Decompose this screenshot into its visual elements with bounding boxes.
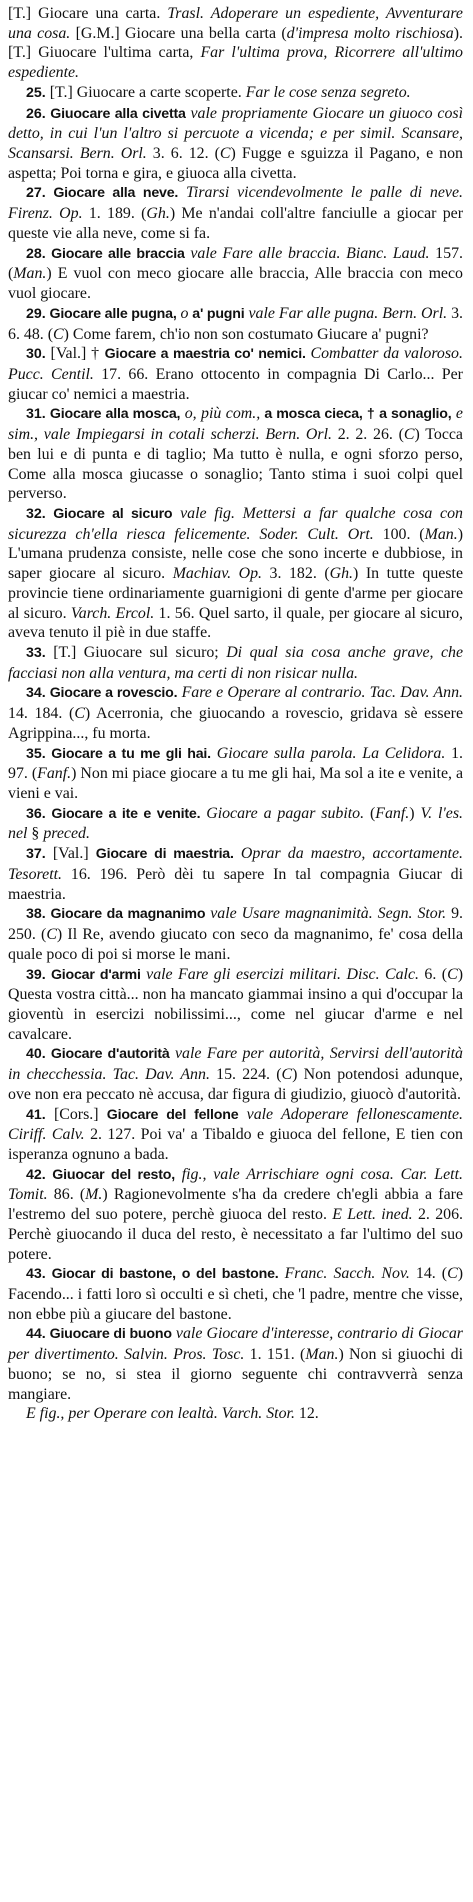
headword: Giocar d'armi: [45, 966, 141, 983]
body-text: [G.M.] Giocare una bella carta (: [70, 24, 287, 42]
entry-number: 35.: [26, 745, 46, 762]
headword: a' pugni: [188, 305, 245, 322]
entry-number: 43.: [26, 1266, 46, 1283]
body-text: 3. 6. 48. (: [8, 304, 464, 343]
headword: Giocare alle pugna,: [45, 305, 177, 322]
italic-text: vale Far alle pugna. Bern. Orl.: [244, 304, 448, 322]
entry-number: 33.: [26, 645, 46, 661]
italic-text: vale Adoperare fellonescamente. Ciriff. Calv.: [8, 1105, 463, 1144]
body-text: [Val.] †: [45, 345, 105, 363]
italic-text: C: [74, 705, 85, 723]
italic-text: Fare e Operare al contrario. Tac. Dav. Ann.: [177, 684, 463, 702]
italic-text: Franc. Sacch. Nov.: [278, 1265, 410, 1283]
entry-number: 40.: [26, 1046, 46, 1063]
italic-text: e sim., vale Impiegarsi in cotali scherzi. Bern. Orl.: [8, 405, 463, 444]
italic-text: C: [53, 325, 64, 343]
body-text: ) Facendo... i fatti loro sì occulti e sì cheti, che 'l padre, mentre che visse, non ebbe più a giucare del bastone.: [8, 1265, 463, 1323]
headword: Giocare da magnanimo: [45, 906, 206, 923]
italic-text: o: [176, 304, 189, 322]
entry-number: 26.: [26, 105, 46, 122]
headword: Giocare alla neve.: [45, 185, 179, 202]
italic-text: Man.: [424, 525, 458, 543]
headword: Giocare d'autorità: [45, 1046, 170, 1063]
italic-text: C: [447, 965, 458, 983]
headword: Giuocare alla civetta: [45, 105, 186, 122]
italic-text: Giocare sulla parola. La Celidora.: [210, 744, 446, 762]
body-text: 9. 250. (: [8, 905, 464, 944]
body-text: [T.] Giocare una carta.: [8, 5, 168, 22]
italic-text: vale Usare magnanimità. Segn. Stor.: [205, 905, 447, 923]
italic-text: E fig., per Operare con lealtà. Varch. Stor.: [26, 1405, 295, 1423]
italic-text: o, più com.,: [180, 405, 261, 423]
entry-number: 32.: [26, 505, 46, 522]
dictionary-entry: [8, 304, 463, 344]
body-text: ). [T.] Giuocare l'ultima carta,: [8, 24, 463, 62]
entry-number: 31.: [26, 406, 46, 423]
dictionary-entry: [8, 683, 463, 743]
italic-text: Man.: [305, 1346, 339, 1364]
dictionary-entry: [8, 1404, 463, 1424]
dictionary-entry: [8, 183, 463, 243]
italic-text: vale propriamente Giocare un giuoco così detto, in cui l'un l'altro si percuote a vicenda; e per simil. Scansare, Scansarsi. Bern. Orl.: [8, 104, 464, 163]
dictionary-entry: [8, 83, 463, 104]
italic-text: E Lett. ined.: [332, 1206, 413, 1224]
dictionary-entry: [8, 344, 463, 404]
italic-text: Far l'ultima prova, Ricorrere all'ultimo espediente.: [8, 44, 463, 82]
body-text: [Val.]: [45, 845, 96, 863]
italic-text: vale Fare per autorità, Servirsi dell'autorità in checchessia. Tac. Dav. Ann.: [8, 1045, 463, 1084]
italic-text: C: [219, 145, 231, 163]
body-text: [Cors.]: [45, 1105, 107, 1123]
dictionary-entry: [8, 1044, 463, 1104]
headword: Giocare a maestria co' nemici.: [104, 346, 306, 363]
entry-number: 38.: [26, 906, 46, 923]
entry-number: 30.: [26, 346, 46, 363]
body-text: ) Il Re, avendo giucato con seco da magnanimo, fe' cosa della quale poco di poi si morse le mani.: [8, 926, 463, 963]
body-text: §: [27, 825, 44, 843]
italic-text: C: [281, 1066, 293, 1084]
headword: Giocare a rovescio.: [45, 685, 178, 702]
body-text: 17. 66. Erano ottocento in compagnia Di Carlo... Per giucar co' nemici a maestria.: [8, 365, 463, 403]
dictionary-entry: [8, 904, 463, 964]
italic-text: C: [403, 426, 415, 444]
headword: Giocare a ite e venite.: [45, 805, 201, 822]
body-text: ) Me n'andai coll'altre fanciulle a giocar per queste vie alla neve, come si fa.: [8, 205, 463, 242]
italic-text: Gh.: [329, 565, 354, 583]
body-text: [T.] Giuocare a carte scoperte.: [45, 83, 246, 101]
body-text: 1. 56. Quel sarto, il quale, per giocare al sicuro, aveva tenuto il piè in due staffe.: [8, 604, 463, 642]
body-text: [T.] Giuocare sul sicuro;: [45, 644, 227, 661]
body-text: ) L'umana prudenza consiste, nelle cose che sono incerte e dubbiose, in saper giocare al sicuro.: [8, 525, 464, 583]
body-text: 86. (: [47, 1186, 86, 1204]
dictionary-entry: [8, 244, 463, 304]
entry-number: 28.: [26, 245, 46, 262]
body-text: 15. 224. (: [209, 1066, 282, 1084]
italic-text: Combatter da valoroso. Pucc. Centil.: [8, 345, 463, 383]
italic-text: V. l'es. nel: [8, 804, 464, 843]
entry-number: 27.: [26, 185, 46, 202]
italic-text: Di qual sia cosa anche grave, che facciasi non alla ventura, ma certi di non risicar nulla.: [8, 644, 463, 682]
body-text: ) Non si giuochi di buono; se no, si stea il giorno seguente chi contravverrà senza mangiare.: [8, 1346, 463, 1403]
headword: Giuocar del resto,: [45, 1166, 175, 1183]
body-text: 14. 184. (: [8, 705, 75, 723]
body-text: 3. 182. (: [262, 565, 330, 583]
italic-text: C: [447, 1265, 458, 1283]
entry-number: 42.: [26, 1166, 46, 1183]
entry-number: 36.: [26, 805, 46, 822]
dictionary-entry: [8, 404, 463, 504]
dictionary-entry: [8, 1165, 463, 1265]
entry-number: 37.: [26, 846, 46, 863]
entry-number: 25.: [26, 84, 46, 101]
body-text: 1. 97. (: [8, 744, 464, 783]
italic-text: C: [46, 926, 57, 944]
dictionary-entry: [8, 643, 463, 683]
body-text: ) Come farem, ch'io non son costumato Giucare a' pugni?: [63, 325, 429, 343]
dictionary-entry: [8, 104, 463, 184]
dictionary-entry: [8, 844, 463, 904]
body-text: ) E vuol con meco giocare alle braccia, Alle braccia con meco vuol giocare.: [8, 265, 463, 303]
body-text: 157. (: [8, 244, 463, 283]
body-text: 2. 2. 26. (: [331, 426, 404, 444]
italic-text: Tirarsi vicendevolmente le palle di neve. Firenz. Op.: [8, 184, 463, 223]
body-text: (: [364, 804, 376, 822]
body-text: ) Acerronia, che giuocando a rovescio, gridava sè essere Agrippina..., fu morta.: [8, 705, 463, 742]
dictionary-entry: [8, 744, 463, 804]
body-text: 6. (: [419, 965, 448, 983]
body-text: ) Non potendosi adunque, ove non era peccato nè accusa, dar figura di giudizio, giuocò d'autorità.: [8, 1066, 463, 1103]
italic-text: Fanf.: [375, 804, 410, 822]
body-text: 100. (: [373, 525, 425, 543]
dictionary-entry: [8, 504, 463, 643]
dictionary-entry: [8, 4, 463, 83]
italic-text: d'impresa molto rischiosa: [286, 24, 454, 42]
headword: Giocare a tu me gli hai.: [45, 745, 211, 762]
entry-number: 29.: [26, 305, 46, 322]
body-text: ): [409, 804, 421, 822]
body-text: ) Non mi piace giocare a tu me gli hai, Ma sol a ite e venite, a vieni e vai.: [8, 765, 463, 803]
body-text: 14. (: [409, 1265, 448, 1283]
body-text: ) Fugge e sguizza il Pagano, e non aspetta; Poi torna e gira, e giuoca alla civetta.: [8, 145, 463, 182]
italic-text: Fanf.: [37, 765, 72, 783]
entry-number: 39.: [26, 966, 46, 983]
body-text: ) Ragionevolmente s'ha da credere ch'egli abbia a fare l'estremo del suo potere, perchè giuoca del resto.: [8, 1186, 463, 1224]
italic-text: vale Fare alle braccia. Bianc. Laud.: [184, 244, 430, 262]
entry-number: 34.: [26, 685, 46, 702]
headword: Giocar di bastone, o del bastone.: [45, 1266, 279, 1283]
body-text: ) Tocca ben lui e di punta e di taglio; Ma tutto è nulla, e ogni sforzo perso, Come alla mosca giucasse o sonaglio; Tanto stima i suoi colpi quel perverso.: [8, 426, 463, 503]
body-text: 1. 189. (: [82, 205, 147, 223]
body-text: ) Questa vostra città... non ha mancato giammai insino a qui d'occupar la gioventù in esercizi nobilissimi..., come nel giucar d'arme e nel cavalcare.: [8, 965, 463, 1043]
body-text: 12.: [294, 1405, 319, 1423]
italic-text: vale Giocare d'interesse, contrario di Giocar per divertimento. Salvin. Pros. Tosc.: [8, 1325, 463, 1364]
headword: Giocare alla mosca,: [45, 406, 181, 423]
italic-text: Machiav. Op.: [172, 565, 262, 583]
italic-text: Man.: [13, 265, 47, 283]
body-text: 1. 151. (: [244, 1346, 306, 1364]
dictionary-entry: [8, 1264, 463, 1324]
italic-text: Gh.: [146, 205, 170, 223]
italic-text: Far le cose senza segreto.: [245, 83, 411, 101]
entry-number: 44.: [26, 1326, 46, 1343]
italic-text: vale Fare gli esercizi militari. Disc. Calc.: [140, 965, 419, 983]
dictionary-entry: [8, 965, 463, 1045]
italic-text: vale fig. Mettersi a far qualche cosa con sicurezza ch'ella riesca felicemente. Soder. Cult. Ort.: [8, 504, 463, 543]
italic-text: Giocare a pagar subito.: [200, 804, 365, 822]
dictionary-entry: [8, 804, 463, 844]
headword: Giocare del fellone: [106, 1106, 239, 1123]
body-text: ) In tutte queste provincie tiene ordinariamente guarnigioni di gente d'arme per giocare al sicuro.: [8, 565, 463, 622]
headword: Giocare di maestria.: [95, 846, 234, 863]
italic-text: Trasl. Adoperare un espediente, Avventurare una cosa.: [8, 5, 463, 42]
entry-number: 41.: [26, 1106, 46, 1123]
italic-text: fig., vale Arrischiare ogni cosa. Car. Lett. Tomit.: [8, 1165, 463, 1204]
dictionary-entry: [8, 1105, 463, 1165]
headword: Giocare alle braccia: [45, 245, 185, 262]
body-text: 2. 127. Poi va' a Tibaldo e giuoca del fellone, E tien con isperanza ognuno a bada.: [8, 1126, 463, 1163]
body-text: 16. 196. Però dèi tu sapere In tal compagnia Giucar di maestria.: [8, 865, 463, 903]
italic-text: M.: [85, 1186, 103, 1204]
italic-text: preced.: [43, 825, 90, 843]
italic-text: Oprar da maestro, accortamente. Tesorett.: [8, 845, 463, 883]
dictionary-entry: [8, 1324, 463, 1404]
headword: Giocare al sicuro: [45, 505, 173, 522]
italic-text: Varch. Ercol.: [70, 604, 155, 622]
body-text: 2. 206. Perchè giuocando il duca del resto, è necessitato a far l'ultimo del suo potere.: [8, 1206, 464, 1263]
body-text: 3. 6. 12. (: [146, 145, 220, 163]
headword: Giuocare di buono: [45, 1326, 172, 1343]
headword: a mosca cieca, † a sonaglio,: [260, 406, 452, 423]
